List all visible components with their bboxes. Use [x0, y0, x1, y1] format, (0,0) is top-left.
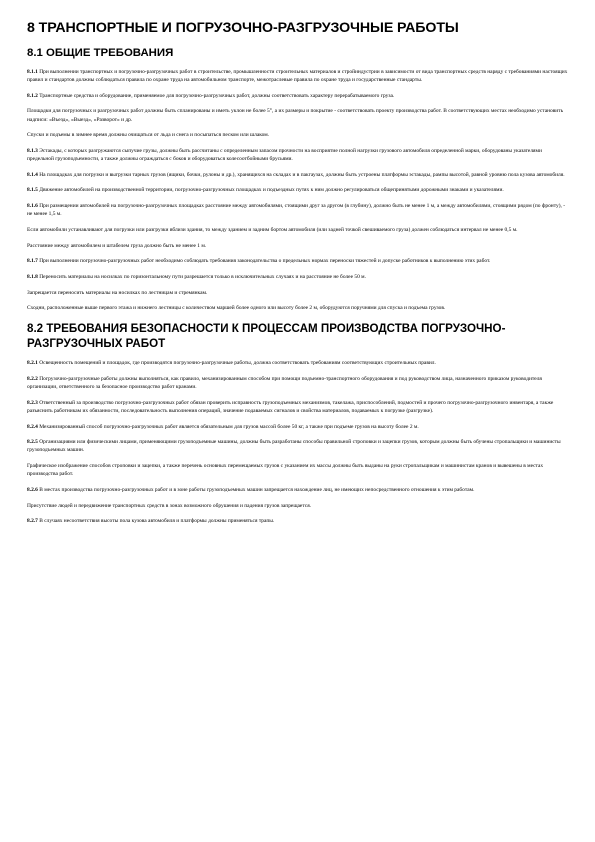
section-general-body [27, 68, 568, 312]
paragraph-text: Организациями или физическими лицами, применяющими грузоподъемные машины, должны быть разработаны способы правильной строповки и зацепки грузов, которым должны быть обучены стропальщики и машинисты грузоподъемных машин. [27, 439, 561, 454]
paragraph [27, 423, 568, 431]
paragraph-text: При размещении автомобилей на погрузочно-разгрузочных площадках расстояние между автомобилями, стоящими друг за другом (в глубину), должно быть не менее 1 м, а между автомобилями, стоящими рядом (по фронту), - не менее 1,5 м. [27, 203, 566, 218]
paragraph-text: Площадки для погрузочных и разгрузочных работ должны быть спланированы и иметь уклон не более 5°, а их размеры и покрытие - соответствовать проекту производства работ. В соответствующих местах необходимо установить надписи: «Въезд», «Выезд», «Разворот» и др. [27, 108, 564, 123]
paragraph [27, 399, 568, 415]
paragraph [27, 171, 568, 179]
paragraph [27, 186, 568, 194]
paragraph [27, 202, 568, 218]
clause-number: 8.2.3 [27, 399, 38, 406]
paragraph-text: В местах производства погрузочно-разгрузочных работ и в зоне работы грузоподъемных машин запрещается нахождение лиц, не имеющих непосредственного отношения к этим работам. [37, 486, 475, 493]
paragraph [27, 147, 568, 163]
paragraph [27, 289, 568, 297]
section-heading-safety: 8.2 ТРЕБОВАНИЯ БЕЗОПАСНОСТИ К ПРОЦЕССАМ ПРОИЗВОДСТВА ПОГРУЗОЧНО-РАЗГРУЗОЧНЫХ РАБОТ [27, 322, 506, 350]
clause-number: 8.1.1 [27, 69, 38, 75]
clause-number: 8.2.4 [27, 423, 38, 430]
clause-number: 8.1.8 [27, 273, 38, 280]
clause-number: 8.1.7 [27, 258, 38, 265]
paragraph-text: При выполнении погрузочно-разгрузочных работ необходимо соблюдать требования законодательства о предельных нормах переноски тяжестей и допуске работников к выполнению этих работ. [37, 258, 491, 265]
clause-number: 8.1.2 [27, 92, 38, 99]
paragraph [27, 273, 568, 281]
paragraph-text: Спуски и подъемы в зимнее время должны очищаться от льда и снега и посыпаться песком или шлаком. [27, 132, 270, 139]
paragraph [27, 257, 568, 265]
paragraph-text: Если автомобили устанавливают для погрузки или разгрузки вблизи здания, то между зданием и задним бортом автомобиля (или задней точкой свешиваемого груза) должен соблюдаться интервал не менее 0,5 м. [27, 226, 518, 233]
clause-number: 8.2.6 [27, 486, 38, 493]
paragraph [27, 242, 568, 250]
paragraph [27, 359, 568, 367]
paragraph [27, 68, 568, 84]
paragraph [27, 92, 568, 100]
paragraph [27, 502, 568, 510]
paragraph [27, 304, 568, 312]
paragraph-text: Сходни, расположенные выше первого этажа и нижнего лестницы с количеством маршей более одного или высоту более 2 м, оборудуются поручнями для спуска и подъема грузов. [27, 305, 446, 312]
paragraph [27, 462, 568, 478]
clause-number: 8.1.3 [27, 147, 38, 154]
paragraph-text: Эстакады, с которых разгружаются сыпучие грузы, должны быть рассчитаны с определенным запасом прочности на восприятие полной нагрузки грузового автомобиля определенной марки, оборудованы указателями предельной грузоподъемности, а также должны ограждаться с боков и оборудоваться колесоотбойными брусьями. [27, 147, 542, 163]
paragraph-text: Запрещается переносить материалы на носилках по лестницам и стремянкам. [27, 289, 208, 296]
paragraph-text: Транспортные средства и оборудование, применяемое для погрузочно-разгрузочных работ, должны соответствовать характеру перерабатываемого груза. [37, 92, 395, 99]
paragraph-text: Присутствие людей и передвижение транспортных средств в зонах возможного обрушения и падения грузов запрещается. [27, 502, 312, 509]
paragraph-text: В случаях несоответствия высоты пола кузова автомобиля и платформы должны применяться трапы. [37, 518, 275, 525]
paragraph-text: Переносить материалы на носилках по горизонтальному пути разрешается только в исключительных случаях и на расстояние не более 50 м. [37, 273, 366, 280]
paragraph [27, 226, 568, 234]
paragraph [27, 131, 568, 139]
paragraph [27, 517, 568, 525]
paragraph [27, 438, 568, 454]
section-safety-body [27, 359, 568, 525]
document-title: 8 ТРАНСПОРТНЫЕ И ПОГРУЗОЧНО-РАЗГРУЗОЧНЫЕ РАБОТЫ [27, 20, 459, 36]
clause-number: 8.2.1 [27, 360, 38, 367]
clause-number: 8.1.4 [27, 171, 38, 178]
clause-number: 8.1.5 [27, 187, 38, 194]
paragraph [27, 486, 568, 494]
paragraph-text: На площадках для погрузки и выгрузки тарных грузов (ящики, бочки, рулоны и др.), хранящихся на складах и в пакгаузах, должны быть устроены платформы эстакады, рампы высотой, равной уровню пола кузова автомобиля. [37, 171, 565, 178]
clause-number: 8.2.2 [27, 376, 38, 383]
clause-number: 8.2.5 [27, 439, 38, 446]
clause-number: 8.1.6 [27, 203, 38, 210]
paragraph-text: Освещенность помещений и площадок, где производятся погрузочно-разгрузочные работы, должна соответствовать требованиям соответствующих строительных правил. [37, 360, 436, 367]
section-heading-general: 8.1 ОБЩИЕ ТРЕБОВАНИЯ [27, 47, 174, 59]
paragraph-text: Расстояние между автомобилем и штабелем груза должно быть не менее 1 м. [27, 242, 207, 249]
paragraph-text: Графическое изображение способов строповки и зацепки, а также перечень основных перемещаемых грузов с указанием их массы должны быть выданы на руки стропальщикам и машинистам кранов и вывешены в местах производства работ. [27, 463, 544, 478]
paragraph-text: Ответственный за производство погрузочно-разгрузочных работ обязан проверить исправность грузоподъемных механизмов, такелажа, приспособлений, подмостей и прочего погрузочно-разгрузочного инвентаря, а также разъяснить работникам их обязанности, последовательность выполнения операций, значение подаваемых сигналов и свойства материалов, подаваемых к погрузке (разгрузке). [27, 399, 554, 414]
paragraph-text: Погрузочно-разгрузочные работы должны выполняться, как правило, механизированным способом при помощи подъемно-транспортного оборудования и под руководством лица, назначенного приказом руководителя организации, ответственного за безопасное производство работ кранами. [27, 376, 542, 391]
paragraph [27, 375, 568, 391]
clause-number: 8.2.7 [27, 518, 38, 525]
paragraph [27, 107, 568, 123]
paragraph-text: При выполнении транспортных и погрузочно-разгрузочных работ в строительстве, промышленности строительных материалов и стройиндустрии в зависимости от вида транспортных средств наряду с требованиями настоящих правил и стандартов должны соблюдаться правила по охране труда на автомобильном транспорте, межотраслевые правила по охране труда и государственные стандарты. [27, 69, 568, 84]
paragraph-text: Механизированный способ погрузочно-разгрузочных работ является обязательным для грузов массой более 50 кг, а также при подъеме грузов на высоту более 2 м. [37, 423, 419, 430]
paragraph-text: Движение автомобилей на производственной территории, погрузочно-разгрузочных площадках и подъездных путях к ним должно регулироваться общепринятыми дорожными знаками и указателями. [37, 187, 504, 194]
